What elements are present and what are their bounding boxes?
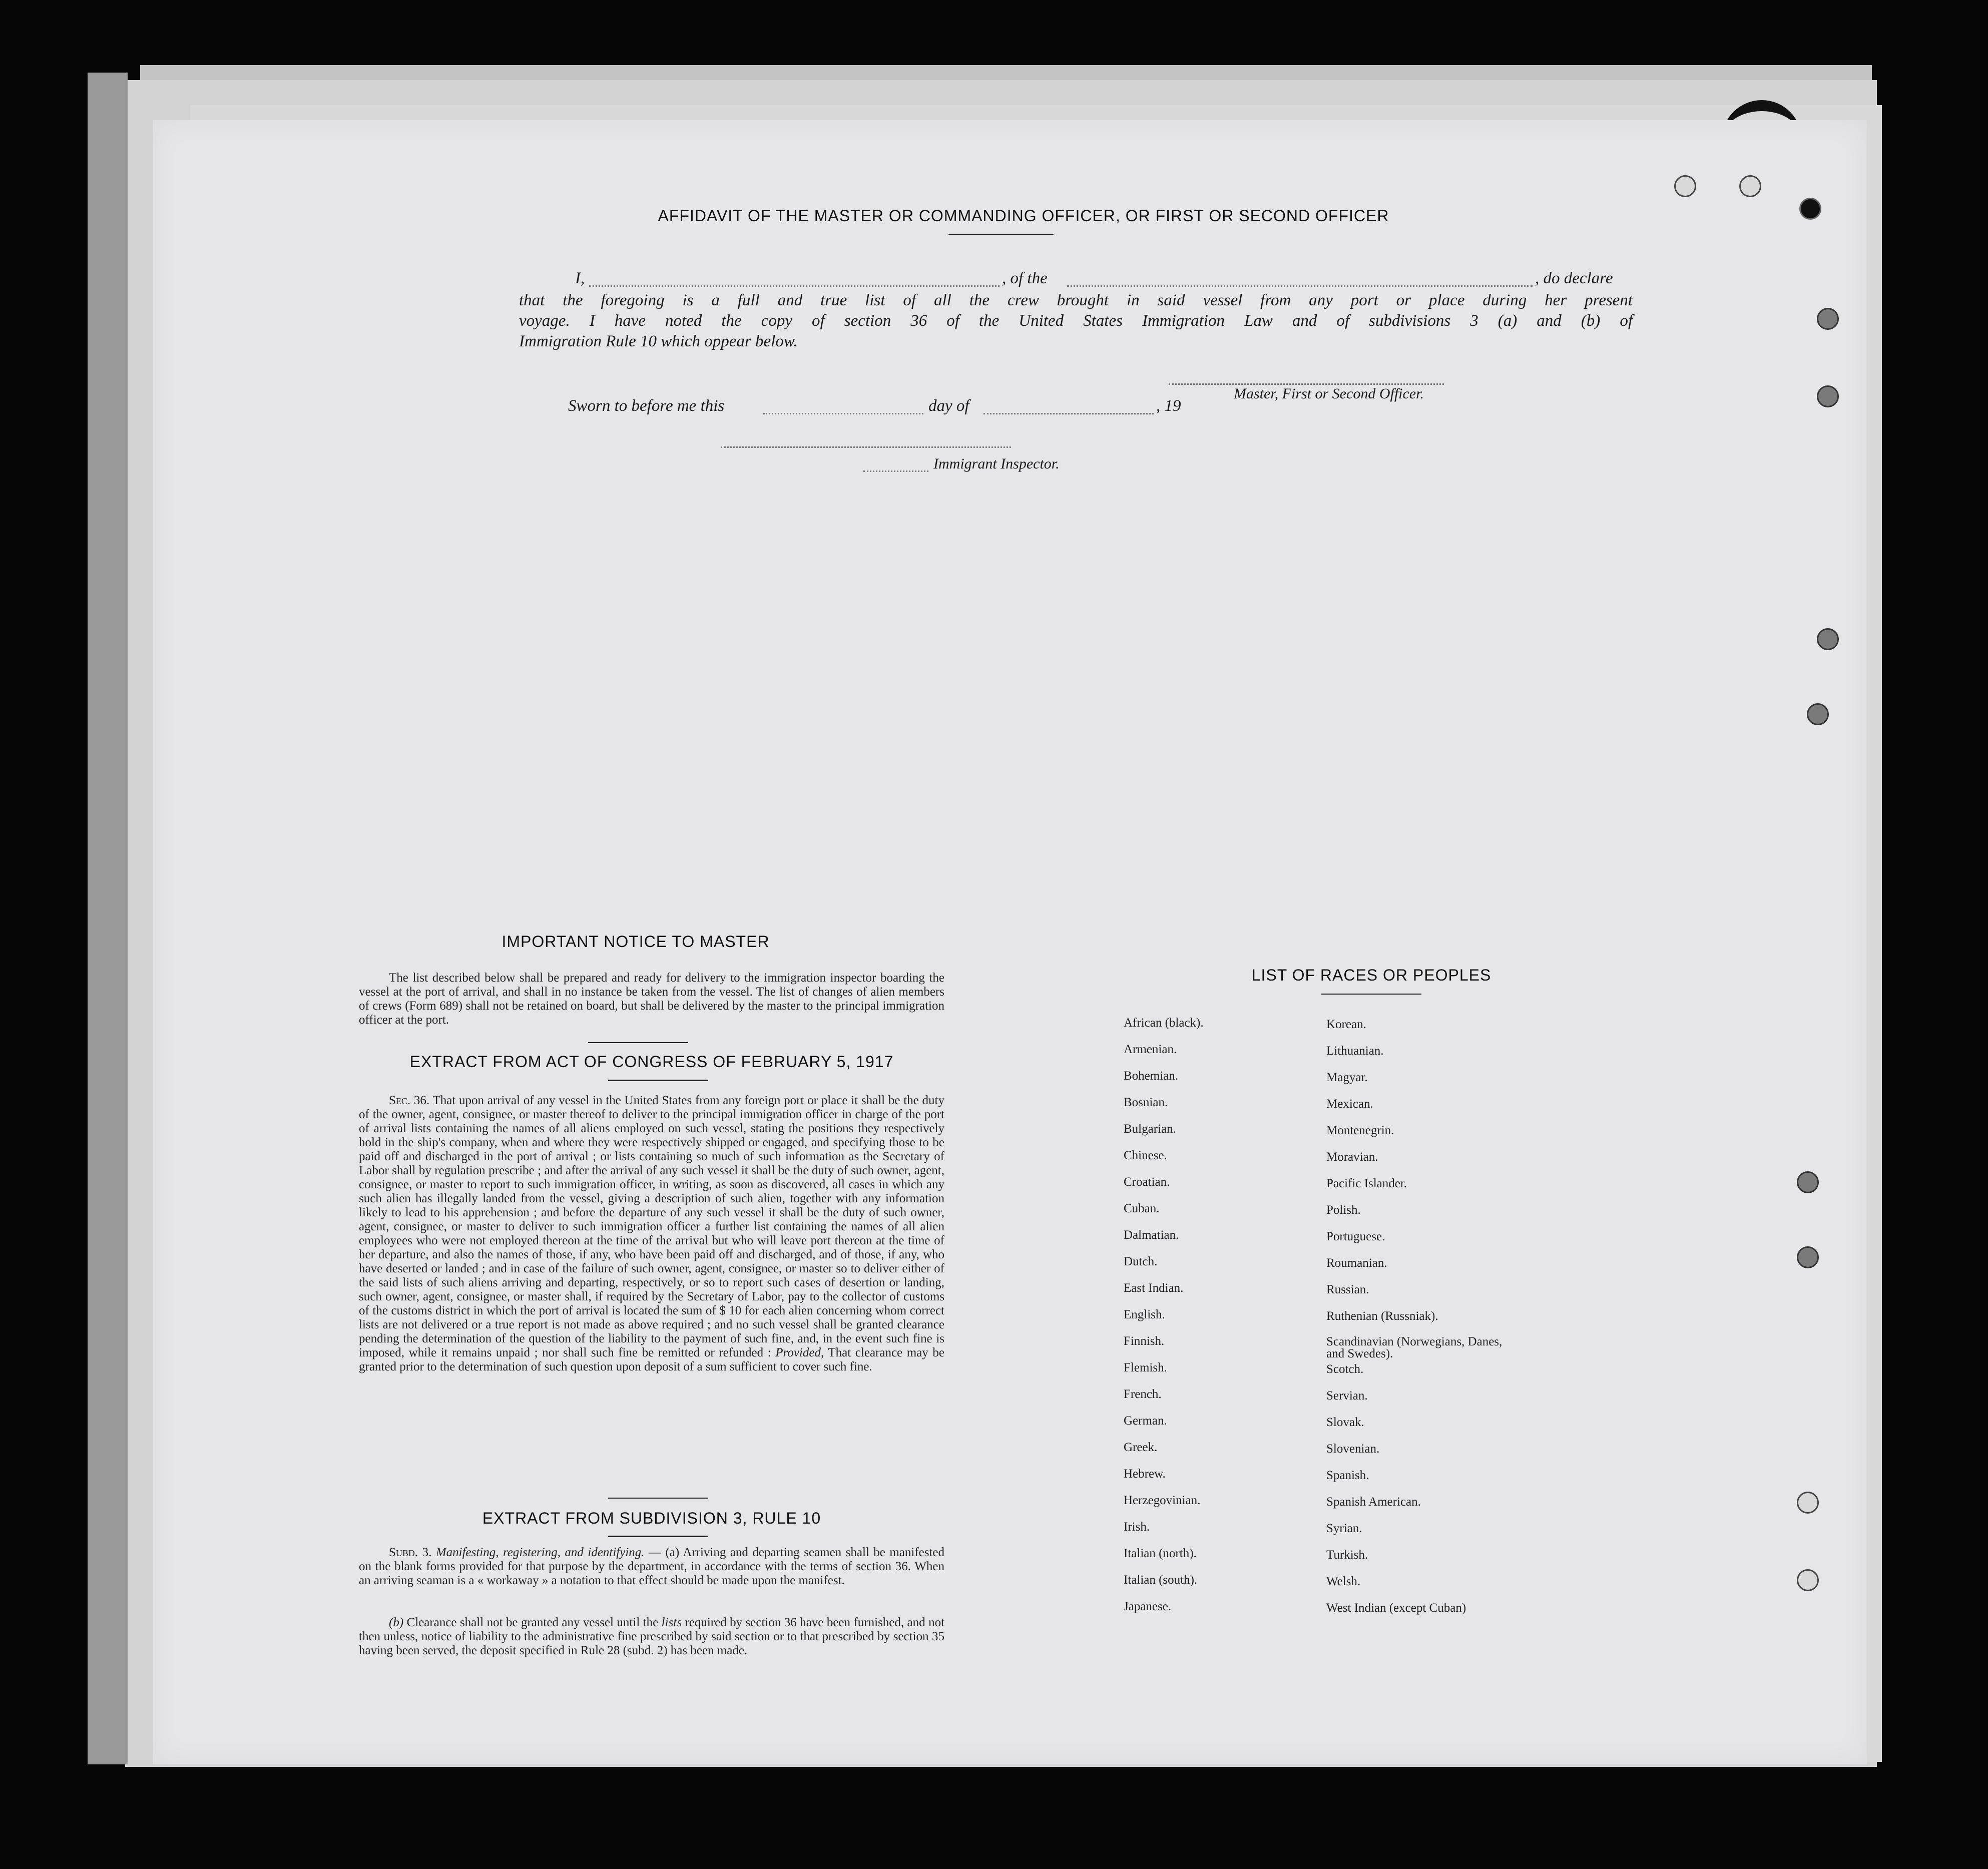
- races-column-1: [1124, 1016, 1324, 1626]
- binder-hole-icon: [1797, 1246, 1819, 1268]
- officer-label: Master, First or Second Officer.: [1234, 385, 1424, 402]
- race-list-item: French.: [1124, 1387, 1162, 1401]
- binder-hole-icon: [1807, 703, 1829, 725]
- provided-word: Provided,: [775, 1346, 824, 1359]
- race-list-item: Armenian.: [1124, 1043, 1177, 1056]
- race-list-item: Italian (north).: [1124, 1547, 1197, 1560]
- race-list-item: Slovak.: [1326, 1416, 1364, 1429]
- act-text-end: That clearance may be granted prior to the determination of such question upon deposit of a sum sufficient to cover such fine.: [359, 1346, 944, 1373]
- inspector-label: Immigrant Inspector.: [933, 455, 1060, 472]
- affidavit-line-1: [519, 269, 1633, 291]
- act-extract-title: EXTRACT FROM ACT OF CONGRESS OF FEBRUARY 5, 1917: [409, 1053, 894, 1071]
- binder-hole-icon: [1797, 1492, 1819, 1514]
- vessel-blank: [1067, 285, 1533, 287]
- officer-signature-blank: [1169, 383, 1444, 385]
- affidavit-line-3: voyage. I have noted the copy of section 36 of the United States Immigration Law and of subdivisions 3 (a) and (b) of: [519, 312, 1633, 330]
- binder-hole-icon: [1797, 1171, 1819, 1193]
- race-list-item: Croatian.: [1124, 1175, 1170, 1189]
- binder-hole-icon: [1674, 175, 1696, 197]
- race-list-item: Herzegovinian.: [1124, 1494, 1201, 1507]
- name-blank: [589, 285, 1000, 287]
- day-blank: [763, 413, 923, 414]
- race-list-item: Mexican.: [1326, 1097, 1373, 1111]
- race-list-item: Pacific Islander.: [1326, 1177, 1407, 1190]
- notice-title: IMPORTANT NOTICE TO MASTER: [502, 932, 770, 951]
- race-list-item: Chinese.: [1124, 1149, 1167, 1162]
- binder-hole-icon: [1817, 308, 1839, 330]
- race-list-item: Bohemian.: [1124, 1069, 1179, 1083]
- race-list-item: Flemish.: [1124, 1361, 1167, 1374]
- title-underline: [1321, 994, 1421, 995]
- race-list-item: West Indian (except Cuban): [1326, 1601, 1466, 1615]
- race-list-item: Lithuanian.: [1326, 1044, 1384, 1058]
- document-page: [153, 120, 1867, 1764]
- race-list-item: Italian (south).: [1124, 1573, 1198, 1587]
- para-a-marker: — (a): [649, 1546, 680, 1559]
- race-list-item: Dalmatian.: [1124, 1228, 1179, 1242]
- race-list-item: Bulgarian.: [1124, 1122, 1176, 1136]
- race-list-item: Scotch.: [1326, 1362, 1364, 1376]
- month-blank: [983, 413, 1154, 414]
- binder-hole-icon: [1799, 198, 1821, 220]
- race-list-item: Roumanian.: [1326, 1256, 1387, 1270]
- para-a-text: Arriving and departing seamen shall be manifested on the blank forms provided for that purpose by the department, in accordance with the terms of section 36. When an arriving seaman is a « workaway » a notation to that effect should be made upon the manifest.: [359, 1546, 945, 1587]
- race-list-item: East Indian.: [1124, 1281, 1184, 1295]
- race-list-item: Dutch.: [1124, 1255, 1158, 1268]
- subd-label: Subd. 3.: [389, 1546, 432, 1559]
- race-list-item: Cuban.: [1124, 1202, 1160, 1215]
- race-list-item: Slovenian.: [1326, 1442, 1380, 1456]
- notice-body: The list described below shall be prepared and ready for delivery to the immigration inspector boarding the vessel at the port of arrival, and shall in no instance be taken from the vessel. The list of changes of alien members of crews (Form 689) shall not be retained on board, but shall be delivered by the master to the principal immigration officer at the port.: [359, 971, 944, 1027]
- race-list-item: Scandinavian (Norwegians, Danes, and Swedes).: [1326, 1335, 1503, 1360]
- affidavit-of-the: , of the: [1002, 269, 1048, 287]
- race-list-item: Syrian.: [1326, 1522, 1362, 1535]
- race-list-item: Greek.: [1124, 1441, 1158, 1454]
- affidavit-title: AFFIDAVIT OF THE MASTER OR COMMANDING OFFICER, OR FIRST OR SECOND OFFICER: [658, 207, 1389, 225]
- inspector-signature-blank: [721, 446, 1011, 448]
- para-b-lists: lists: [661, 1616, 682, 1629]
- rule-para-a: [359, 1546, 944, 1588]
- race-list-item: Finnish.: [1124, 1334, 1165, 1348]
- race-list-item: Turkish.: [1326, 1548, 1368, 1562]
- race-list-item: Russian.: [1326, 1283, 1369, 1296]
- affidavit-declare: , do declare: [1535, 269, 1613, 287]
- race-list-item: Welsh.: [1326, 1575, 1361, 1588]
- race-list-item: German.: [1124, 1414, 1167, 1428]
- race-list-item: Servian.: [1326, 1389, 1368, 1403]
- inspector-short-blank: [863, 471, 928, 472]
- binder-hole-icon: [1817, 385, 1839, 407]
- race-list-item: Spanish.: [1326, 1469, 1369, 1482]
- binder-hole-icon: [1817, 628, 1839, 650]
- sec-label: Sec. 36.: [389, 1094, 430, 1107]
- para-b-text-2: required by section 36 have been furnished, and not then unless, notice of liability to the administrative fine prescribed by said section or to that prescribed by section 35 having been served, the deposit specified in Rule 28 (subd. 2) has been made.: [359, 1616, 945, 1657]
- binder-hole-icon: [1739, 175, 1761, 197]
- races-column-2: [1326, 1018, 1607, 1628]
- affidavit-i: I,: [575, 269, 585, 287]
- race-list-item: English.: [1124, 1308, 1165, 1321]
- rule-para-b: [359, 1616, 944, 1658]
- act-extract-body: [359, 1094, 944, 1374]
- para-b-marker: (b): [389, 1616, 404, 1629]
- race-list-item: Japanese.: [1124, 1600, 1172, 1613]
- title-underline: [948, 234, 1054, 235]
- affidavit-line-2: that the foregoing is a full and true list of all the crew brought in said vessel from any port or place during her present: [519, 291, 1633, 309]
- race-list-item: Magyar.: [1326, 1071, 1368, 1084]
- divider: [608, 1498, 708, 1499]
- divider: [588, 1042, 688, 1043]
- title-underline: [608, 1536, 708, 1537]
- binder-hole-icon: [1797, 1569, 1819, 1591]
- sworn-prefix: Sworn to before me this: [568, 397, 725, 415]
- race-list-item: Bosnian.: [1124, 1096, 1168, 1109]
- sworn-line: [568, 397, 1219, 419]
- race-list-item: Ruthenian (Russniak).: [1326, 1309, 1438, 1323]
- sworn-day-of: day of: [928, 397, 969, 415]
- binding-strip: [88, 73, 128, 1764]
- title-underline: [608, 1080, 708, 1081]
- race-list-item: Polish.: [1326, 1203, 1361, 1217]
- sworn-year: , 19: [1156, 397, 1181, 415]
- race-list-item: Irish.: [1124, 1520, 1150, 1534]
- subd-heading: Manifesting, registering, and identifying.: [435, 1546, 645, 1559]
- race-list-item: Spanish American.: [1326, 1495, 1421, 1509]
- rule-extract-title: EXTRACT FROM SUBDIVISION 3, RULE 10: [482, 1509, 821, 1527]
- race-list-item: Moravian.: [1326, 1150, 1378, 1164]
- races-title: LIST OF RACES OR PEOPLES: [1251, 966, 1492, 984]
- race-list-item: African (black).: [1124, 1016, 1204, 1030]
- race-list-item: Montenegrin.: [1326, 1124, 1394, 1137]
- affidavit-line-4: Immigration Rule 10 which oppear below.: [519, 332, 798, 350]
- race-list-item: Portuguese.: [1326, 1230, 1385, 1243]
- race-list-item: Hebrew.: [1124, 1467, 1166, 1481]
- race-list-item: Korean.: [1326, 1018, 1366, 1031]
- act-text: That upon arrival of any vessel in the United States from any foreign port or place it shall be the duty of the owner, agent, consignee, or master thereof to deliver to the principal immigration officer in charge of the port of arrival lists containing the names of all aliens employed on such vessel, stating the positions they respectively hold in the ship's company, when and where they were respectively shipped or engaged, and specifying those to be paid off and discharged in the port of arrival ; or lists containing so much of such information as the Secretary of Labor shall by regulation prescribe ; and after the arrival of any such vessel it shall be the duty of such owner, agent, consignee, or master to report to such immigration officer, in writing, as soon as discovered, all cases in which any such alien has illegally landed from the vessel, giving a description of such alien, together with any information likely to lead to his apprehension ; and before the departure of any such vessel it shall be the duty of such owner, agent, consignee, or master to deliver to such immigration officer a further list containing the names of all alien employees who were not employed thereon at the time of the arrival but who will leave port thereon at the time of her departure, and also the names of those, if any, who have been paid off and discharged, and of those, if any, who have deserted or landed ; and in case of the failure of such owner, agent, consignee, or master so to deliver either of the said lists of such aliens arriving and departing, respectively, or so to report such cases of desertion or landing, such owner, agent, consignee, or master shall, if required by the Secretary of Labor, pay to the collector of customs of the customs district in which the port of arrival is located the sum of $ 10 for each alien concerning whom correct lists are not delivered or a true report is not made as above required ; and no such vessel shall be granted clearance pending the determination of the question of the liability to the payment of such fine, and, in the event such fine is imposed, while it remains unpaid ; nor shall such fine be remitted or refunded :: [359, 1094, 944, 1359]
- para-b-text-1: Clearance shall not be granted any vessel until the: [406, 1616, 659, 1629]
